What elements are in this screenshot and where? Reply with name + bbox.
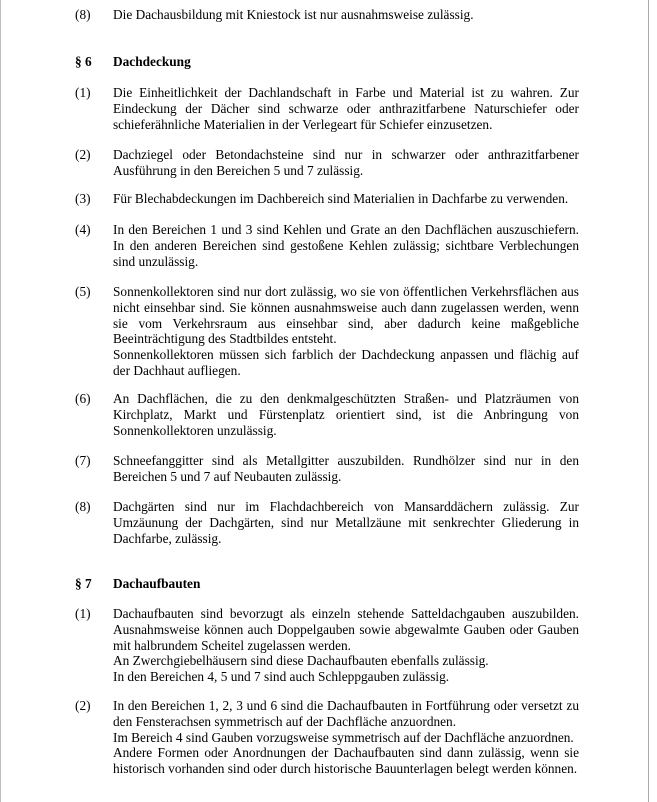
paragraph-line: Für Blechabdeckungen im Dachbereich sind Materialien in Dachfarbe zu verwenden. [113, 191, 569, 206]
paragraph-text [113, 284, 579, 379]
paragraph-line: historisch vorhanden sind oder durch historische Bauunterlagen belegt werden können. [113, 761, 578, 776]
paragraph-line: den Fensterachsen symmetrisch auf der Dachfläche anzuordnen. [113, 713, 457, 729]
paragraph-number: (8) [75, 499, 91, 514]
section-number: § 6 [75, 54, 92, 69]
paragraph-text [113, 499, 579, 546]
paragraph-line: In den anderen Bereichen sind gestoßene Kehlen zulässig; sichtbare Verblechungen [113, 237, 579, 253]
paragraph-line: sind unzulässig. [113, 253, 199, 269]
paragraph-line: Bereichen 5 und 7 auf Neubauten zulässig. [113, 468, 342, 484]
paragraph-number: (1) [75, 85, 91, 100]
paragraph-line: In den Bereichen 4, 5 und 7 sind auch Schleppgauben zulässig. [113, 669, 450, 684]
section-number: § 7 [75, 576, 92, 591]
paragraph-line: nicht einsehbar sind. Sie können ausnahmsweise auch dann zugelassen werden, wenn [113, 299, 579, 315]
paragraph-line: Dachziegel oder Betondachsteine sind nur in schwarzer oder anthrazitfarbener [113, 147, 579, 162]
paragraph-line: schieferähnliche Materialien in der Verlegeart für Schiefer einzusetzen. [113, 116, 493, 132]
section-title: Dachdeckung [113, 54, 191, 69]
paragraph-number: (2) [75, 147, 91, 162]
paragraph-line: Schneefanggitter sind als Metallgitter auszubilden. Rundhölzer sind nur in den [113, 453, 579, 468]
paragraph-line: mit halbrundem Scheitel zugelassen werden. [113, 637, 351, 653]
paragraph-line: Die Dachausbildung mit Kniestock ist nur ausnahmsweise zulässig. [113, 7, 474, 22]
paragraph-number: (4) [75, 222, 91, 237]
paragraph-line: Eindeckung der Dächer sind schwarze oder anthrazitfarbene Naturschiefer oder [113, 100, 579, 116]
paragraph-line: Ausführung in den Bereichen 5 und 7 zulässig. [113, 162, 364, 178]
paragraph-line: Andere Formen oder Anordnungen der Dachaufbauten sind dann zulässig, wenn sie [113, 745, 579, 761]
paragraph-text [113, 85, 579, 132]
paragraph-number: (7) [75, 453, 91, 468]
paragraph-line: In den Bereichen 1 und 3 sind Kehlen und Grate an den Dachflächen auszuschiefern. [113, 222, 579, 237]
section-title: Dachaufbauten [113, 576, 201, 591]
paragraph-line: Dachfarbe, zulässig. [113, 530, 222, 546]
paragraph-line: An Dachflächen, die zu den denkmalgeschützten Straßen- und Platzräumen von [113, 391, 579, 406]
paragraph-line: Umzäunung der Dachgärten, sind nur Metallzäune mit senkrechter Gliederung in [113, 514, 579, 530]
paragraph-number: (8) [75, 7, 91, 22]
paragraph-text [113, 391, 579, 438]
page-border-left [0, 0, 1, 802]
paragraph-text [113, 606, 579, 685]
paragraph-line: Beeinträchtigung des Stadtbildes entsteht. [113, 331, 337, 347]
paragraph-line: In den Bereichen 1, 2, 3 und 6 sind die Dachaufbauten in Fortführung oder versetzt zu [113, 698, 579, 713]
paragraph-line: Sonnenkollektoren unzulässig. [113, 422, 277, 438]
paragraph-number: (1) [75, 606, 91, 621]
paragraph-line: Dachaufbauten sind bevorzugt als einzeln stehende Satteldachgauben auszubilden. [113, 606, 579, 621]
paragraph-line: Ausnahmsweise können auch Doppelgauben sowie abgewalmte Gauben oder Gauben [113, 621, 579, 637]
page-border-right [648, 0, 649, 802]
paragraph-text [113, 7, 579, 23]
paragraph-line: Im Bereich 4 sind Gauben vorzugsweise symmetrisch auf der Dachfläche anzuordnen. [113, 729, 574, 745]
paragraph-number: (3) [75, 191, 91, 206]
paragraph-line: sie vom Verkehrsraum aus einsehbar sind, aber dadurch keine maßgebliche [113, 315, 579, 331]
paragraph-text [113, 191, 579, 207]
paragraph-line: An Zwerchgiebelhäusern sind diese Dachaufbauten ebenfalls zulässig. [113, 653, 489, 669]
paragraph-number: (5) [75, 284, 91, 299]
paragraph-number: (2) [75, 698, 91, 713]
paragraph-line: Die Einheitlichkeit der Dachlandschaft in Farbe und Material ist zu wahren. Zur [113, 85, 579, 100]
paragraph-text [113, 147, 579, 179]
paragraph-line: Sonnenkollektoren müssen sich farblich der Dachdeckung anpassen und flächig auf [113, 347, 579, 362]
paragraph-text [113, 698, 579, 777]
paragraph-text [113, 453, 579, 485]
paragraph-line: der Dachhaut aufliegen. [113, 362, 241, 378]
paragraph-text [113, 222, 579, 269]
paragraph-number: (6) [75, 391, 91, 406]
paragraph-line: Sonnenkollektoren sind nur dort zulässig, wo sie von öffentlichen Verkehrsflächen aus [113, 284, 579, 299]
paragraph-line: Dachgärten sind nur im Flachdachbereich von Mansarddächern zulässig. Zur [113, 499, 579, 514]
paragraph-line: Kirchplatz, Markt und Fürstenplatz orientiert sind, ist die Anbringung von [113, 406, 579, 422]
